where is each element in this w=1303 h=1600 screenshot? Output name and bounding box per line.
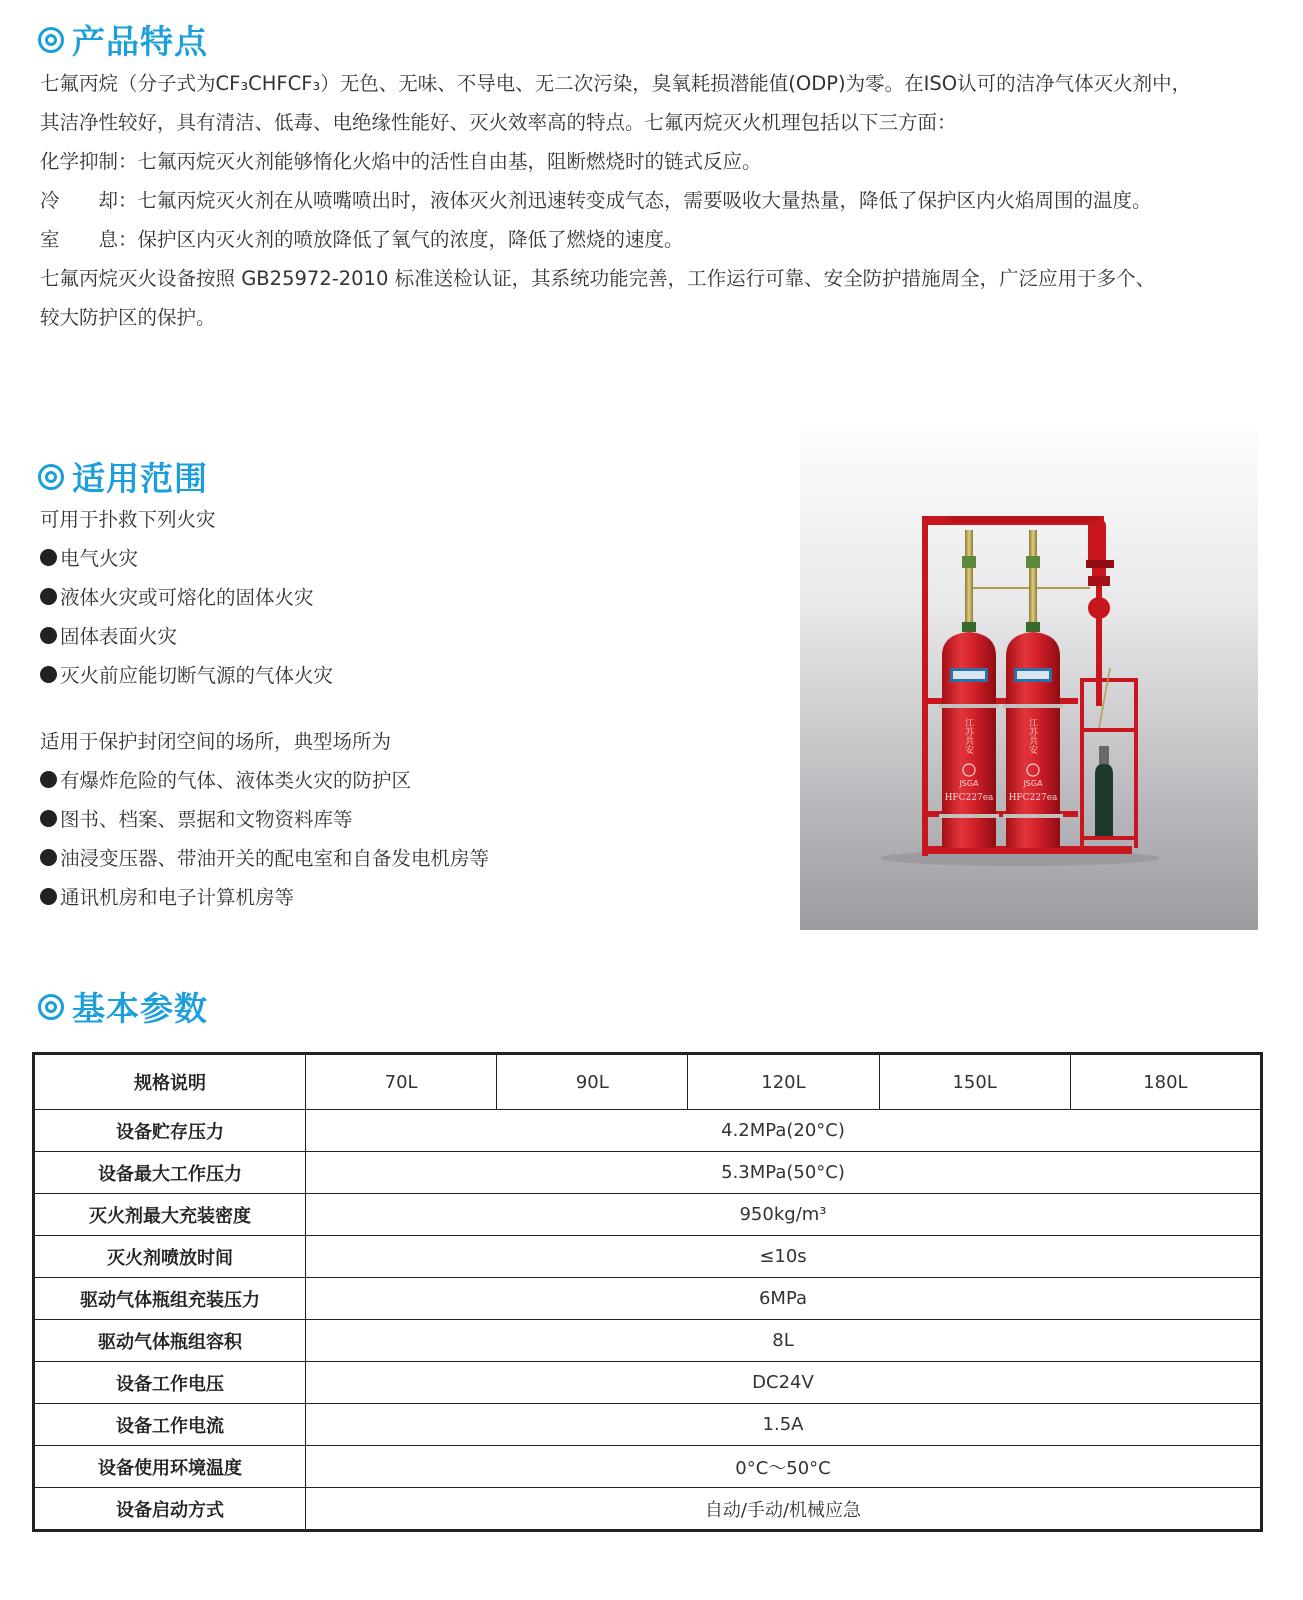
row-label: 设备工作电压: [34, 1362, 306, 1404]
row-value: 1.5A: [306, 1404, 1262, 1446]
scope-intro: 适用于保护封闭空间的场所，典型场所为: [40, 730, 392, 753]
table-row: [34, 1110, 1262, 1152]
size-cell: 70L: [306, 1054, 497, 1110]
row-label: 设备使用环境温度: [34, 1446, 306, 1488]
features-line: 冷 却：七氟丙烷灭火剂在从喷嘴喷出时，液体灭火剂迅速转变成气态，需要吸收大量热量，降低了保护区内火焰周围的温度。: [40, 189, 1152, 212]
brand-label: JSGA: [1023, 779, 1043, 788]
list-item: 电气火灾: [40, 539, 740, 578]
product-photo: [800, 428, 1258, 930]
list-item: 图书、档案、票据和文物资料库等: [40, 800, 740, 839]
features-line: 七氟丙烷（分子式为CF₃CHFCF₃）无色、无味、不导电、无二次污染，臭氧耗损潜能值(ODP)为零。在ISO认可的洁净气体灭火剂中，: [40, 72, 1192, 95]
row-label: 设备贮存压力: [34, 1110, 306, 1152]
bullet-icon: [40, 627, 57, 644]
row-value: 6MPa: [306, 1278, 1262, 1320]
row-value: DC24V: [306, 1362, 1262, 1404]
scope-place-list: [40, 722, 740, 917]
table-row: [34, 1404, 1262, 1446]
target-circle-icon: [38, 464, 64, 490]
model-label: HFC227ea: [1008, 793, 1058, 803]
list-item: 固体表面火灾: [40, 617, 740, 656]
table-row: [34, 1054, 1262, 1110]
section-title-features: [38, 16, 208, 63]
features-line: 化学抑制：七氟丙烷灭火剂能够惰化火焰中的活性自由基，阻断燃烧时的链式反应。: [40, 150, 762, 173]
section-title-params: [38, 983, 208, 1030]
bullet-icon: [40, 666, 57, 683]
row-value: 950kg/m³: [306, 1194, 1262, 1236]
row-value: 4.2MPa(20°C): [306, 1110, 1262, 1152]
row-value: 自动/手动/机械应急: [306, 1488, 1262, 1531]
list-item: 灭火前应能切断气源的气体火灾: [40, 656, 740, 695]
cylinder-label: 江苏共安: [963, 718, 973, 754]
table-row: [34, 1152, 1262, 1194]
scope-title-text: 适用范围: [72, 459, 208, 498]
bullet-icon: [40, 810, 57, 827]
row-value: 8L: [306, 1320, 1262, 1362]
row-value: 0°C～50°C: [306, 1446, 1262, 1488]
row-label: 灭火剂喷放时间: [34, 1236, 306, 1278]
features-line: 其洁净性较好，具有清洁、低毒、电绝缘性能好、灭火效率高的特点。七氟丙烷灭火机理包括以下三方面：: [40, 111, 957, 134]
table-row: [34, 1278, 1262, 1320]
table-row: [34, 1362, 1262, 1404]
row-value: ≤10s: [306, 1236, 1262, 1278]
table-row: [34, 1488, 1262, 1531]
table-header-label: 规格说明: [34, 1054, 306, 1110]
params-table: [32, 1052, 1263, 1532]
table-row: [34, 1446, 1262, 1488]
scope-intro: 可用于扑救下列火灾: [40, 508, 216, 531]
bullet-icon: [40, 888, 57, 905]
row-label: 驱动气体瓶组容积: [34, 1320, 306, 1362]
target-circle-icon: [38, 994, 64, 1020]
table-row: [34, 1320, 1262, 1362]
size-cell: 150L: [879, 1054, 1070, 1110]
features-line: 七氟丙烷灭火设备按照 GB25972-2010 标准送检认证，其系统功能完善，工作运行可靠、安全防护措施周全，广泛应用于多个、: [40, 267, 1156, 290]
size-cell: 120L: [688, 1054, 879, 1110]
features-line: 室 息：保护区内灭火剂的喷放降低了氧气的浓度，降低了燃烧的速度。: [40, 228, 684, 251]
row-value: 5.3MPa(50°C): [306, 1152, 1262, 1194]
section-title-scope: [38, 453, 208, 500]
table-row: [34, 1236, 1262, 1278]
cylinder-label: 江苏共安: [1027, 718, 1037, 754]
model-label: HFC227ea: [944, 793, 994, 803]
row-label: 设备工作电流: [34, 1404, 306, 1446]
size-cell: 90L: [497, 1054, 688, 1110]
scope-fire-list: [40, 500, 740, 695]
row-label: 驱动气体瓶组充装压力: [34, 1278, 306, 1320]
features-title-text: 产品特点: [72, 22, 208, 61]
size-cell: 180L: [1070, 1054, 1261, 1110]
features-paragraph: [40, 64, 1270, 337]
brand-label: JSGA: [959, 779, 979, 788]
row-label: 设备启动方式: [34, 1488, 306, 1531]
bullet-icon: [40, 588, 57, 605]
fire-suppression-system-illustration: [800, 428, 1258, 930]
row-label: 设备最大工作压力: [34, 1152, 306, 1194]
target-circle-icon: [38, 27, 64, 53]
list-item: 通讯机房和电子计算机房等: [40, 878, 740, 917]
list-item: 油浸变压器、带油开关的配电室和自备发电机房等: [40, 839, 740, 878]
bullet-icon: [40, 549, 57, 566]
bullet-icon: [40, 771, 57, 788]
table-row: [34, 1194, 1262, 1236]
row-label: 灭火剂最大充装密度: [34, 1194, 306, 1236]
features-line: 较大防护区的保护。: [40, 306, 216, 329]
list-item: 液体火灾或可熔化的固体火灾: [40, 578, 740, 617]
params-title-text: 基本参数: [72, 989, 208, 1028]
bullet-icon: [40, 849, 57, 866]
list-item: 有爆炸危险的气体、液体类火灾的防护区: [40, 761, 740, 800]
